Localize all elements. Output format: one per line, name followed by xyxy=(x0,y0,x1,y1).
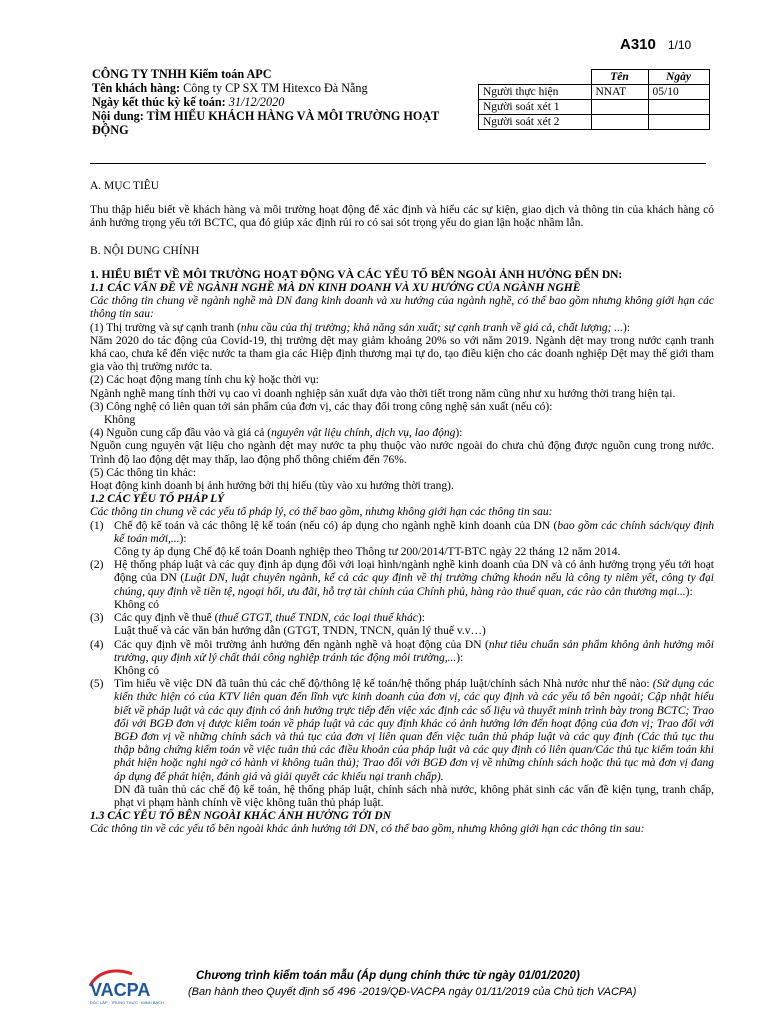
section-b-title: B. NỘI DUNG CHÍNH xyxy=(90,244,200,257)
legal-item-4: (4) Các quy định về môi trường ảnh hưởng đến ngành nghề và hoạt động của DN (như tiêu chuẩn sản phẩm không ảnh hưởng môi trường, quy định xử lý chất thải công nghiệp tránh tác động môi trường,...): xyxy=(90,638,714,664)
document-body xyxy=(90,176,714,837)
legal-item-2-answer: Không có xyxy=(114,598,160,611)
section-1-3-title: 1.3 CÁC YẾU TỐ BÊN NGOÀI KHÁC ẢNH HƯỞNG TỚI DN xyxy=(90,810,392,823)
section-1-3-intro: Các thông tin về các yếu tố bên ngoài khác ảnh hưởng tới DN, có thể bao gồm, nhưng không giới hạn các thông tin sau: xyxy=(90,823,645,836)
legal-item-3: (3) Các quy định về thuế (thuế GTGT, thuế TNDN, các loại thuế khác): xyxy=(90,612,425,625)
vacpa-logo xyxy=(88,966,170,1006)
signoff-date: 05/10 xyxy=(648,85,709,100)
signoff-name xyxy=(591,115,648,130)
signoff-col-name: Tên xyxy=(591,70,648,85)
signoff-table xyxy=(478,69,710,130)
section-a-text: Thu thập hiểu biết về khách hàng và môi trường hoạt động để xác định và hiểu các sự kiện, giao dịch và thông tin của khách hàng có ảnh hưởng trọng yếu tới BCTC, qua đó giúp xác định rủi ro có sai sót trọng yếu do gian lận hoặc nhầm lẫn. xyxy=(90,204,714,230)
document-header xyxy=(92,67,472,137)
period-line: Ngày kết thúc kỳ kế toán: 31/12/2020 xyxy=(92,95,285,109)
section-1-2-title: 1.2 CÁC YẾU TỐ PHÁP LÝ xyxy=(90,493,225,506)
signoff-role: Người soát xét 1 xyxy=(479,100,592,115)
footer-decision-line: (Ban hành theo Quyết định số 496 -2019/QĐ-VACPA ngày 01/11/2019 của Chủ tịch VACPA) xyxy=(188,986,637,998)
item-5: (5) Các thông tin khác: xyxy=(90,466,197,479)
legal-item-5-answer: DN đã tuân thủ các chế độ kế toán, hệ thống pháp luật, chính sách nhà nước, không phát sinh các vấn đề kiện tụng, tranh chấp, phạt vi phạm hành chính về việc không tuân thủ pháp luật. xyxy=(114,783,714,809)
footer-program-title: Chương trình kiểm toán mẫu (Áp dụng chính thức từ ngày 01/01/2020) xyxy=(196,970,580,982)
signoff-date xyxy=(648,100,709,115)
content-title: TÌM HIỂU KHÁCH HÀNG VÀ MÔI TRƯỜNG HOẠT ĐỘNG xyxy=(92,109,440,137)
content-line: Nội dung: TÌM HIỂU KHÁCH HÀNG VÀ MÔI TRƯỜNG HOẠT ĐỘNG xyxy=(92,109,440,137)
item-2: (2) Các hoạt động mang tính chu kỳ hoặc thời vụ: xyxy=(90,374,320,387)
signoff-role: Người thực hiện xyxy=(479,85,592,100)
client-name: Công ty CP SX TM Hitexco Đà Nẵng xyxy=(183,81,368,95)
legal-item-2: (2) Hệ thống pháp luật và các quy định áp dụng đối với loại hình/ngành nghề kinh doanh của DN và có ảnh hưởng trọng yếu tới hoạt động của DN (Luật DN, luật chuyên ngành, kể cả các quy định về thị trường chứng khoán nếu là công ty niêm yết, công ty đại chúng, quy định về tiền tệ, ngoại hối, ưu đãi, hỗ trợ tài chính của Chính phủ, hàng rào thuế quan, các rào cản thương mại...): xyxy=(90,559,715,598)
legal-item-1: (1) Chế độ kế toán và các thông lệ kế toán (nếu có) áp dụng cho ngành nghề kinh doanh của DN (bao gồm các chính sách/quy định kế toán mới,...): xyxy=(90,519,715,545)
section-a-title: A. MỤC TIÊU xyxy=(90,180,160,192)
item-3-answer: Không xyxy=(104,414,136,427)
legal-item-1-answer: Công ty áp dụng Chế độ kế toán Doanh nghiệp theo Thông tư 200/2014/TT-BTC ngày 22 tháng 12 năm 2014. xyxy=(114,546,621,559)
company-name: CÔNG TY TNHH Kiểm toán APC xyxy=(92,67,272,81)
legal-item-3-answer: Luật thuế và các văn bản hướng dẫn (GTGT, TNDN, TNCN, quản lý thuế v.v…) xyxy=(114,625,486,638)
signoff-name: NNAT xyxy=(591,85,648,100)
signoff-date xyxy=(648,115,709,130)
client-line: Tên khách hàng: Công ty CP SX TM Hitexco Đà Nẵng xyxy=(92,81,368,95)
item-4: (4) Nguồn cung cấp đầu vào và giá cả (nguyên vật liệu chính, dịch vụ, lao động): xyxy=(90,427,463,440)
header-divider xyxy=(90,163,706,164)
item-5-answer: Hoạt động kinh doanh bị ảnh hưởng bởi thị hiếu (tùy vào xu hướng thời trang). xyxy=(90,480,454,493)
signoff-name xyxy=(591,100,648,115)
section-1-title: 1. HIỂU BIẾT VỀ MÔI TRƯỜNG HOẠT ĐỘNG VÀ CÁC YẾU TỐ BÊN NGOÀI ẢNH HƯỞNG ĐẾN DN: xyxy=(90,268,623,281)
signoff-col-date: Ngày xyxy=(648,70,709,85)
page-number: 1/10 xyxy=(667,38,692,52)
item-2-answer: Ngành nghề mang tính thời vụ cao vì doanh nghiệp sản xuất dựa vào thời tiết trong năm cũng như xu hướng thời trang hiện tại. xyxy=(90,387,676,400)
section-1-1-intro: Các thông tin chung về ngành nghề mà DN đang kinh doanh và xu hướng của ngành nghề, có thể bao gồm nhưng không giới hạn các thông tin sau: xyxy=(90,295,714,321)
workpaper-code xyxy=(620,36,691,53)
item-3: (3) Công nghệ có liên quan tới sản phẩm của đơn vị, các thay đổi trong công nghệ sản xuất (nếu có): xyxy=(90,400,553,413)
signoff-role: Người soát xét 2 xyxy=(479,115,592,130)
svg-text:ĐỘC LẬP · TRUNG THỰC · MINH BẠ: ĐỘC LẬP · TRUNG THỰC · MINH BẠCH xyxy=(90,1000,164,1005)
section-1-1-title: 1.1 CÁC VẤN ĐỀ VỀ NGÀNH NGHỀ MÀ DN KINH DOANH VÀ XU HƯỚNG CỦA NGÀNH NGHỀ xyxy=(90,282,581,295)
item-1-answer: Năm 2020 do tác động của Covid-19, thị trường dệt may giảm khoảng 20% so với năm 2019. Ngành dệt may trong nước cạnh tranh khá cao, chưa kể đến việc nước ta tham gia các Hiệp định thương mại tự do, tạo điều kiện cho các doanh nghiệp Dệt may thế giới tham gia vào thị trường nước ta. xyxy=(90,334,714,374)
legal-item-5: (5) Tìm hiểu về việc DN đã tuân thủ các chế độ/thông lệ kế toán/hệ thống pháp luật/chính sách Nhà nước như thế nào: (Sử dụng các kiến thức hiện có của KTV liên quan đến lĩnh vực kinh doanh của đơn vị, các quy định và các yếu tố bên ngoài; Cập nhật hiểu biết về pháp luật và các quy định có ảnh hưởng trực tiếp đến việc xác định các số liệu và thuyết minh trình bày trong BCTC; Trao đổi với BGĐ đơn vị được kiểm toán về pháp luật và các quy định khác có ảnh hưởng lớn đến hoạt động của đơn vị; Trao đổi với BGĐ đơn vị về những chính sách và thủ tục của đơn vị liên quan đến việc tuân thủ pháp luật và các quy định (Các thủ tục thu thập bằng chứng kiểm toán về việc tuân thủ các điều khoản của pháp luật và các quy định có liên quan/Các thủ tục kiểm toán khi phát hiện hoặc nghi ngờ có hành vi không tuân thủ); Trao đổi với BGĐ đơn vị về những chính sách hoặc thủ tục mà đơn vị đang áp dụng để phát hiện, đánh giá và giải quyết các khiếu nại tranh chấp). xyxy=(90,678,715,783)
item-4-answer: Nguồn cung nguyên vật liệu cho ngành dệt may nước ta phụ thuộc vào nước ngoài do chưa chủ động được nguồn cung trong nước. Trình độ lao động dệt may thấp, lao động phổ thông chiếm đến 76%. xyxy=(90,440,714,466)
period-end-date: 31/12/2020 xyxy=(228,95,285,109)
legal-item-4-answer: Không có xyxy=(114,664,160,677)
item-1: (1) Thị trường và sự cạnh tranh (nhu cầu của thị trường; khả năng sản xuất; sự cạnh tranh về giá cả, chất lượng; ...): xyxy=(90,321,631,334)
svg-text:VACPA: VACPA xyxy=(90,980,151,1000)
page-footer xyxy=(88,964,708,1014)
workpaper-code-label: A310 xyxy=(620,36,656,53)
section-1-2-intro: Các thông tin chung về các yếu tố pháp lý, có thể bao gồm, nhưng không giới hạn các thông tin sau: xyxy=(90,506,553,519)
